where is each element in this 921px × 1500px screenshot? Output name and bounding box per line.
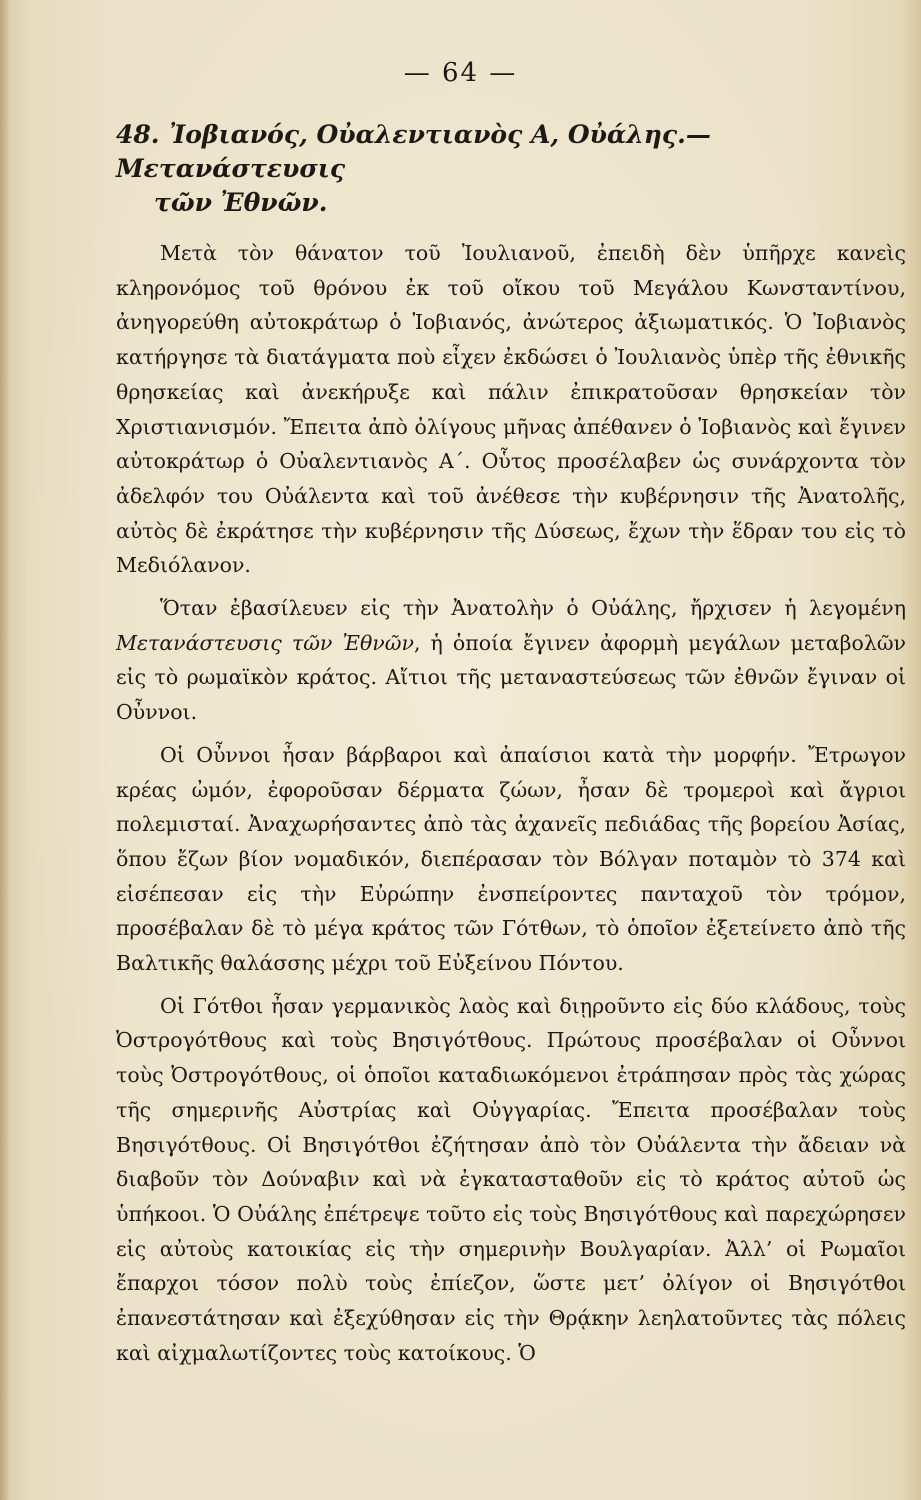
paragraph-1: Μετὰ τὸν θάνατον τοῦ Ἰουλιανοῦ, ἐπειδὴ δὲν ὑπῆρχε κανεὶς κληρονόμος τοῦ θρόνου ἐκ τοῦ οἴκου τοῦ Μεγάλου Κωνσταντίνου, ἀνηγορεύθη αὐτοκράτωρ ὁ Ἰοβιανός, ἀνώτερος ἀξιωματικός. Ὁ Ἰοβιανὸς κατήργησε τὰ διατάγματα ποὺ εἶχεν ἐκδώσει ὁ Ἰουλιανὸς ὑπὲρ τῆς ἐθνικῆς θρησκείας καὶ ἀνεκήρυξε καὶ πάλιν ἐπικρατοῦσαν θρησκείαν τὸν Χριστιανισμόν. Ἔπειτα ἀπὸ ὀλίγους μῆνας ἀπέθανεν ὁ Ἰοβιανὸς καὶ ἔγινεν αὐτοκράτωρ ὁ Οὐαλεντιανὸς Α΄. Οὗτος προσέλαβεν ὡς συνάρχοντα τὸν ἀδελφόν του Οὐάλεντα καὶ τοῦ ἀνέθεσε τὴν κυβέρνησιν τῆς Ἀνατολῆς, αὐτὸς δὲ ἐκράτησε τὴν κυβέρνησιν τῆς Δύσεως, ἔχων τὴν ἕδραν του εἰς τὸ Μεδιόλανον.	[116, 241, 906, 578]
chapter-heading	[116, 118, 906, 220]
paragraph-2	[116, 591, 906, 730]
italic-term-migration-of-nations: Μετανάστευσις τῶν Ἐθνῶν	[116, 630, 414, 655]
text-block	[116, 118, 906, 1379]
chapter-number: 48.	[116, 120, 160, 149]
page-number: — 64 —	[403, 58, 518, 88]
paragraph-4: Οἱ Γότθοι ἦσαν γερμανικὸς λαὸς καὶ διῃροῦντο εἰς δύο κλάδους, τοὺς Ὀστρογότθους καὶ τοὺς Βησιγότθους. Πρώτους προσέβαλαν οἱ Οὖννοι τοὺς Ὀστρογότθους, οἱ ὁποῖοι καταδιωκόμενοι ἐτράπησαν πρὸς τὰς χώρας τῆς σημερινῆς Αὐστρίας καὶ Οὐγγαρίας. Ἔπειτα προσέβαλαν τοὺς Βησιγότθους. Οἱ Βησιγότθοι ἐζήτησαν ἀπὸ τὸν Οὐάλεντα τὴν ἄδειαν νὰ διαβοῦν τὸν Δούναβιν καὶ νὰ ἐγκατασταθοῦν εἰς τὸ κράτος αὐτοῦ ὡς ὑπήκοοι. Ὁ Οὐάλης ἐπέτρεψε τοῦτο εἰς τοὺς Βησιγότθους καὶ παρεχώρησεν εἰς αὐτοὺς κατοικίας εἰς τὴν σημερινὴν Βουλγαρίαν. Ἀλλ’ οἱ Ρωμαῖοι ἔπαρχοι τόσον πολὺ τοὺς ἐπίεζον, ὥστε μετ’ ὀλίγον οἱ Βησιγότθοι ἐπανεστάτησαν καὶ ἐξεχύθησαν εἰς τὴν Θρᾴκην λεηλατοῦντες τὰς πόλεις καὶ αἰχμαλωτίζοντες τοὺς κατοίκους. Ὁ	[116, 993, 906, 1365]
paragraph-2-text-before: Ὅταν ἐβασίλευεν εἰς τὴν Ἀνατολὴν ὁ Οὐάλης, ἤρχισεν ἡ λεγομένη	[160, 596, 906, 621]
paragraph-2-text-after: , ἡ ὁποία ἔγινεν ἀφορμὴ μεγάλων μεταβολῶν εἰς τὸ ρωμαϊκὸν κράτος. Αἴτιοι τῆς μεταναστεύσεως τῶν ἐθνῶν ἔγιναν οἱ Οὖννοι.	[116, 630, 906, 725]
paragraph-3: Οἱ Οὖννοι ἦσαν βάρβαροι καὶ ἀπαίσιοι κατὰ τὴν μορφήν. Ἔτρωγον κρέας ὠμόν, ἐφοροῦσαν δέρματα ζώων, ἦσαν δὲ τρομεροὶ καὶ ἄγριοι πολεμισταί. Ἀναχωρήσαντες ἀπὸ τὰς ἀχανεῖς πεδιάδας τῆς βορείου Ἀσίας, ὅπου ἔζων βίον νομαδικόν, διεπέρασαν τὸν Βόλγαν ποταμὸν τὸ 374 καὶ εἰσέπεσαν εἰς τὴν Εὐρώπην ἐνσπείροντες πανταχοῦ τὸν τρόμον, προσέβαλαν δὲ τὸ μέγα κράτος τῶν Γότθων, τὸ ὁποῖον ἐξετείνετο ἀπὸ τῆς Βαλτικῆς θαλάσσης μέχρι τοῦ Εὐξείνου Πόντου.	[116, 742, 906, 976]
chapter-title-line2: τῶν Ἐθνῶν.	[154, 188, 328, 217]
page-binding-shadow	[0, 0, 10, 1500]
chapter-title-line1: Ἰοβιανός, Οὐαλεντιανὸς Α, Οὐάλης.— Μετανάστευσις	[116, 120, 711, 183]
